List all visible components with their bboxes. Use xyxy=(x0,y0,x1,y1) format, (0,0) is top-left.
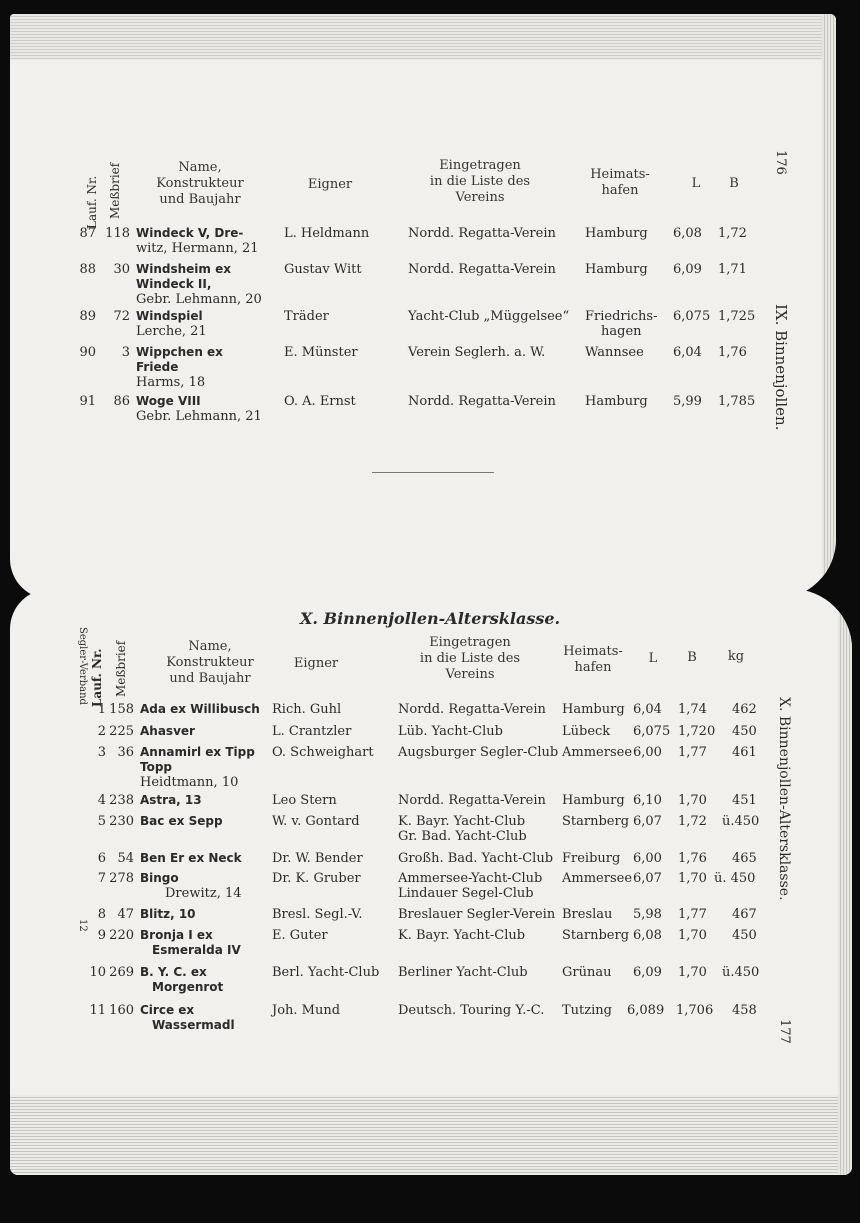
header-lauf-nr: Lauf. Nr. xyxy=(90,648,104,707)
left-margin-text: Segler-Verband xyxy=(77,627,88,705)
header-kg: kg xyxy=(727,649,745,664)
header-lauf-nr: Lauf. Nr. xyxy=(85,175,99,229)
side-section-title: IX. Binnenjollen. xyxy=(772,304,790,431)
header-messbrief: Meßbrief xyxy=(114,640,128,697)
header-eigner: Eigner xyxy=(307,177,353,192)
section-title: X. Binnenjollen-Altersklasse. xyxy=(300,609,561,628)
left-margin-number: 12 xyxy=(77,919,88,932)
header-eingetragen: Eingetragen in die Liste des Vereins xyxy=(429,158,531,205)
page-side-edge xyxy=(822,14,836,599)
page-number: 176 xyxy=(773,150,788,175)
page-edge xyxy=(10,1095,852,1175)
header-l: L xyxy=(648,651,658,666)
page-side-edge xyxy=(838,589,852,1175)
header-b: B xyxy=(729,176,739,191)
header-heimatshafen: Heimats- hafen xyxy=(563,644,623,675)
page-number: 177 xyxy=(777,1019,792,1044)
header-heimatshafen: Heimats- hafen xyxy=(590,167,650,198)
page-edge xyxy=(10,14,836,60)
header-l: L xyxy=(691,176,701,191)
header-eingetragen: Eingetragen in die Liste des Vereins xyxy=(419,635,521,682)
header-b: B xyxy=(687,650,697,665)
header-messbrief: Meßbrief xyxy=(108,162,122,219)
page-176: Lauf. Nr. Meßbrief Name, Konstrukteur und Baujahr Eigner Eingetragen in die Liste des Vereins Heimats- hafen L B 87 118 Windeck V, Dre- witz, Hermann, 21 L. Heldmann Nordd. Regatta-Verein Hamburg 6,08 1,72 88 30 Windsheim ex Windeck II, Gebr. Lehmann, 20 Gustav Witt Nordd. Regatta-Verein Hamburg 6,09 1,71 89 72 Windspiel Lerche, 21 Träder Yacht-Club „Müggelsee“ Friedrichs- hagen 6,075 1,725 90 3 Wippchen ex Friede Harms, 18 E. Münster Verein Seglerh. a. W. Wannsee 6,04 1,76 91 86 Woge VIII Gebr. Lehmann, 21 O. A. Ernst Nordd. Regatta-Verein Hamburg 5,99 1,785 176 IX. Binnenjollen. xyxy=(10,14,836,599)
header-eigner: Eigner xyxy=(293,656,339,671)
page-177: X. Binnenjollen-Altersklasse. Segler-Verband 12 Lauf. Nr. Meßbrief Name, Konstrukteur und Baujahr Eigner Eingetragen in die Liste des Vereins Heimats- hafen L B kg 1 158 Ada ex Willibusch Rich. Guhl Nordd. Regatta-Verein Hamburg 6,04 1,74 462 2 225 Ahasver L. Crantzler Lüb. Yacht-Club Lübeck 6,075 1,720 450 3 36 Annamirl ex Tipp Topp Heidtmann, 10 O. Schweighart Augsburger Segler-Club Ammersee 6,00 1,77 461 4 238 Astra, 13 Leo Stern Nordd. Regatta-Verein Hamburg 6,10 1,70 451 5 230 Bac ex Sepp W. v. Gontard K. Bayr. Yacht-Club Gr. Bad. Yacht-Club Starnberg 6,07 1,72 ü.450 6 54 Ben Er ex Neck Dr. W. Bender Großh. Bad. Yacht-Club Freiburg 6,00 1,76 465 7 278 Bingo Drewitz, 14 Dr. K. Gruber Ammersee-Yacht-Club Lindauer Segel-Club Ammersee 6,07 1,70 ü. 450 8 47 Blitz, 10 Bresl. Segl.-V. Breslauer Segler-Verein Breslau 5,98 1,77 467 9 220 Bronja I ex Esmeralda IV E. Guter K. Bayr. Yacht-Club Starnberg 6,08 1,70 450 10 269 B. Y. C. ex Morgenrot Berl. Yacht-Club Berliner Yacht-Club Grünau 6,09 1,70 ü.450 11 160 Circe ex Wassermadl Joh. Mund Deutsch. Touring Y.-C. Tutzing 6,089 1,706 458 X. Binnenjollen-Altersklasse. 177 xyxy=(10,589,852,1175)
section-divider xyxy=(372,472,494,473)
side-section-title: X. Binnenjollen-Altersklasse. xyxy=(776,697,792,901)
header-name: Name, Konstrukteur und Baujahr xyxy=(156,160,244,207)
header-name: Name, Konstrukteur und Baujahr xyxy=(166,639,254,686)
